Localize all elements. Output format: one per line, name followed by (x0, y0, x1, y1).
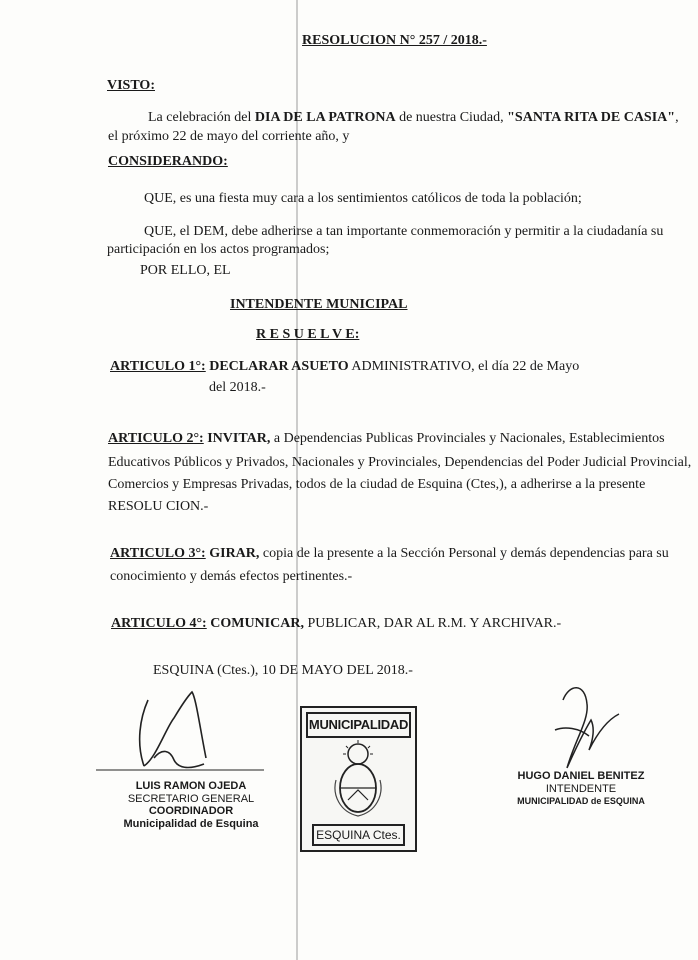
resuelve-heading: R E S U E L V E: (256, 327, 360, 342)
document-title: RESOLUCION N° 257 / 2018.- (302, 33, 487, 48)
visto-text-patrona: DIA DE LA PATRONA (254, 110, 396, 125)
article-2-verb: INVITAR, (203, 431, 271, 446)
visto-text-a: La celebración del (148, 110, 255, 125)
article-2-line4: RESOLU CION.- (108, 499, 209, 514)
right-signer-role: INTENDENTE (545, 783, 617, 795)
place-and-date: ESQUINA (Ctes.), 10 DE MAYO DEL 2018.- (153, 663, 413, 678)
left-signer-org: Municipalidad de Esquina (123, 818, 259, 830)
article-2-line3: Comercios y Empresas Privadas, todos de la ciudad de Esquina (Ctes,), a adherirse a la presente (108, 477, 646, 492)
article-1-text: ADMINISTRATIVO, el día 22 de Mayo (348, 359, 580, 374)
article-2-label: ARTICULO 2°: (108, 431, 204, 446)
article-1-verb: DECLARAR ASUETO (205, 359, 349, 374)
article-3-verb: GIRAR, (205, 546, 260, 561)
considerando-heading: CONSIDERANDO: (108, 154, 228, 169)
article-2-text: a Dependencias Publicas Provinciales y Nacionales, Establecimientos (270, 431, 665, 446)
left-signer-role2: COORDINADOR (148, 805, 234, 817)
considerando-paragraph-2-line1: QUE, el DEM, debe adherirse a tan importante conmemoración y permitir a la ciudadanía su (144, 224, 664, 239)
stamp-bottom-label: ESQUINA Ctes. (312, 824, 405, 846)
visto-paragraph-line1 (148, 109, 679, 126)
right-signature (545, 680, 625, 775)
considerando-paragraph-3: POR ELLO, EL (140, 263, 231, 278)
right-signer-name: HUGO DANIEL BENITEZ (517, 770, 645, 782)
article-2-line2: Educativos Públicos y Privados, Nacionales y Provinciales, Dependencias del Poder Judicial Provincial, (108, 455, 692, 470)
coat-of-arms-icon (328, 740, 388, 820)
article-3-line1 (110, 545, 669, 562)
left-signer-role: SECRETARIO GENERAL (127, 793, 255, 805)
visto-text-c: de nuestra Ciudad, (395, 110, 508, 125)
left-signer-name: LUIS RAMON OJEDA (135, 780, 247, 792)
visto-heading: VISTO: (107, 78, 155, 93)
article-1-line1 (110, 358, 579, 375)
visto-paragraph-line2: el próximo 22 de mayo del corriente año, y (108, 129, 350, 144)
visto-text-santa-rita: "SANTA RITA DE CASIA" (507, 110, 676, 125)
article-1-line2: del 2018.- (209, 380, 266, 395)
article-2-line1 (108, 430, 665, 447)
right-signer-org: MUNICIPALIDAD de ESQUINA (517, 796, 645, 806)
stamp-top-label: MUNICIPALIDAD (306, 712, 411, 738)
considerando-paragraph-1: QUE, es una fiesta muy cara a los sentimientos católicos de toda la población; (144, 191, 582, 206)
considerando-paragraph-2-line2: participación en los actos programados; (107, 242, 330, 257)
article-3-line2: conocimiento y demás efectos pertinentes.- (110, 569, 353, 584)
intendente-heading: INTENDENTE MUNICIPAL (230, 297, 408, 312)
left-signature (96, 688, 266, 780)
article-3-text: copia de la presente a la Sección Personal y demás dependencias para su (259, 546, 669, 561)
article-4-text: PUBLICAR, DAR AL R.M. Y ARCHIVAR.- (303, 616, 562, 631)
article-4-verb: COMUNICAR, (206, 616, 304, 631)
article-3-label: ARTICULO 3°: (110, 546, 206, 561)
article-4-line (111, 615, 561, 632)
visto-text-e: , (675, 110, 679, 125)
article-1-label: ARTICULO 1°: (110, 359, 206, 374)
article-4-label: ARTICULO 4°: (111, 616, 207, 631)
municipal-seal-stamp (300, 706, 417, 852)
